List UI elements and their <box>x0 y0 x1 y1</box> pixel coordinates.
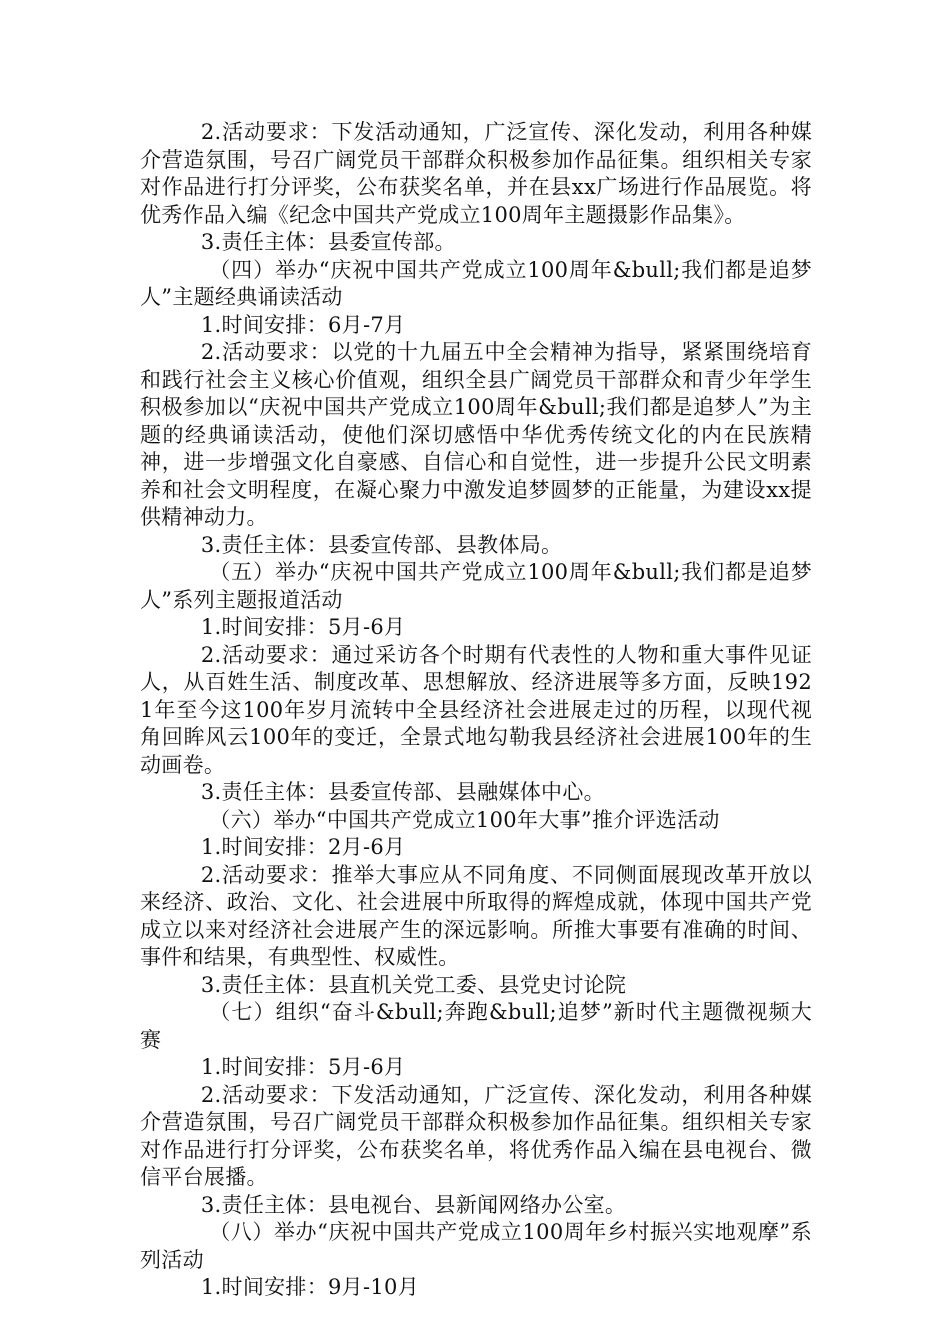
paragraph-item: 3.责任主体：县直机关党工委、县党史讨论院 <box>200 972 627 997</box>
paragraph-item: 1.时间安排：5月-6月 <box>200 615 406 639</box>
paragraph-item: 2.活动要求：推举大事应从不同角度、不同侧面展现改革开放以来经济、政治、文化、社会进展中所取得的辉煌成就，体现中国共产党成立以来对经济社会进展产生的深远影响。所推大事要有准确的时间、事件和结果，有典型性、权威性。 <box>140 862 812 969</box>
section-heading: （八）举办“庆祝中国共产党成立100周年乡村振兴实地观摩”系列活动 <box>140 1220 812 1272</box>
section-heading: （七）组织“奋斗&bull;奔跑&bull;追梦”新时代主题微视频大赛 <box>140 1000 812 1052</box>
paragraph-item: 2.活动要求：下发活动通知，广泛宣传、深化发动，利用各种媒介营造氛围，号召广阔党员干部群众积极参加作品征集。组织相关专家对作品进行打分评奖，公布获奖名单，将优秀作品入编在县电视台、微信平台展播。 <box>140 1082 812 1189</box>
paragraph-item: 2.活动要求：通过采访各个时期有代表性的人物和重大事件见证人，从百姓生活、制度改革、思想解放、经济进展等多方面，反映1921年至今这100年岁月流转中全县经济社会进展走过的历程，以现代视角回眸风云100年的变迁，全景式地勾勒我县经济社会进展100年的生动画卷。 <box>140 642 812 777</box>
paragraph-item: 1.时间安排：9月-10月 <box>200 1275 420 1299</box>
paragraph-item: 1.时间安排：6月-7月 <box>200 312 406 337</box>
paragraph-item: 1.时间安排：5月-6月 <box>200 1055 406 1079</box>
section-heading: （六）举办“中国共产党成立100年大事”推介评选活动 <box>209 807 720 832</box>
section-heading: （五）举办“庆祝中国共产党成立100周年&bull;我们都是追梦人”系列主题报道活动 <box>140 560 812 612</box>
section-heading: （四）举办“庆祝中国共产党成立100周年&bull;我们都是追梦人”主题经典诵读活动 <box>140 257 812 309</box>
paragraph-item: 3.责任主体：县委宣传部、县教体局。 <box>200 532 563 557</box>
paragraph-item: 1.时间安排：2月-6月 <box>200 835 406 859</box>
paragraph-item: 3.责任主体：县委宣传部、县融媒体中心。 <box>200 780 605 804</box>
paragraph-item: 3.责任主体：县委宣传部。 <box>200 230 456 254</box>
document-page <box>140 119 812 1302</box>
paragraph-item: 3.责任主体：县电视台、县新闻网络办公室。 <box>200 1192 627 1217</box>
paragraph-item: 2.活动要求：以党的十九届五中全会精神为指导，紧紧围绕培育和践行社会主义核心价值观，组织全县广阔党员干部群众和青少年学生积极参加以“庆祝中国共产党成立100周年&bull;我们都是追梦人”为主题的经典诵读活动，使他们深切感悟中华优秀传统文化的内在民族精神，进一步增强文化自豪感、自信心和自觉性，进一步提升公民文明素养和社会文明程度，在凝心聚力中激发追梦圆梦的正能量，为建设xx提供精神动力。 <box>140 340 812 529</box>
paragraph-item: 2.活动要求：下发活动通知，广泛宣传、深化发动，利用各种媒介营造氛围，号召广阔党员干部群众积极参加作品征集。组织相关专家对作品进行打分评奖，公布获奖名单，并在县xx广场进行作品展览。将优秀作品入编《纪念中国共产党成立100周年主题摄影作品集》。 <box>140 120 812 227</box>
